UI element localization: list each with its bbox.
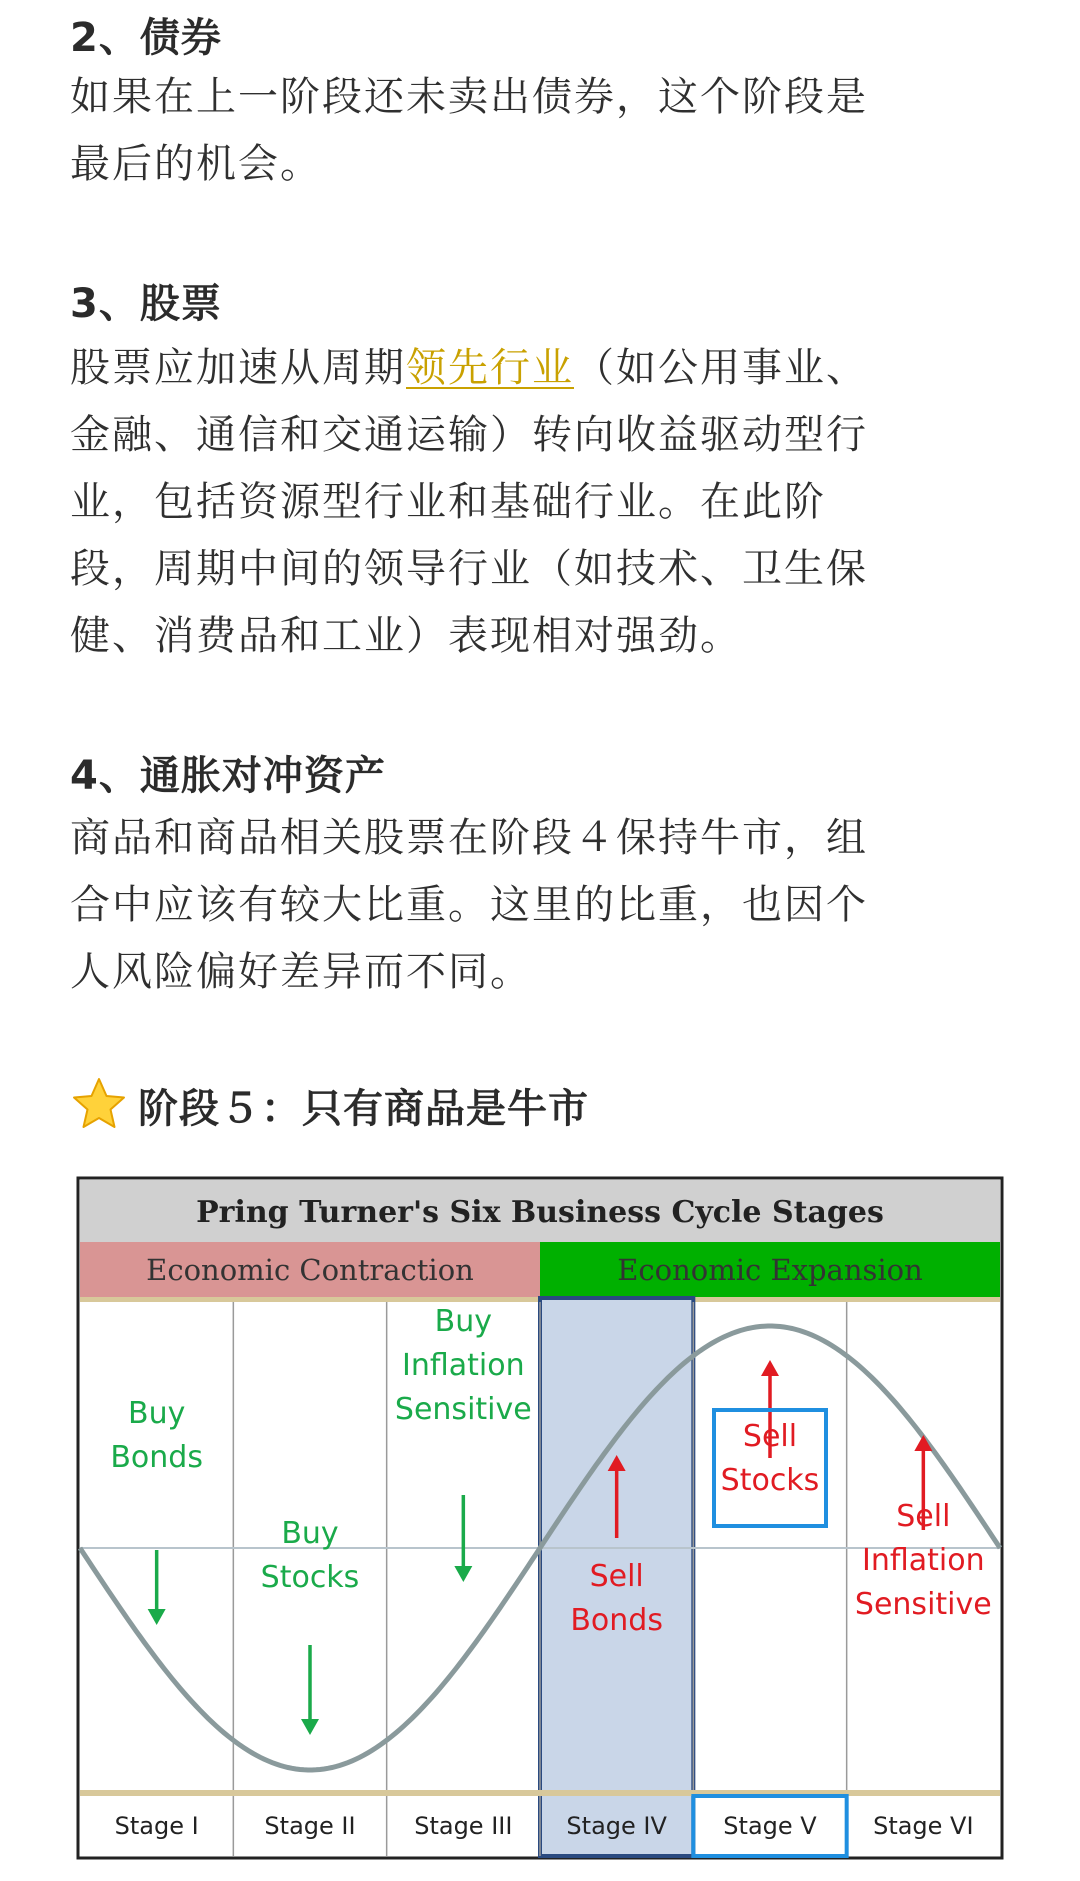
stage-label: Stage VI <box>873 1812 974 1840</box>
stage-action-label: Bonds <box>110 1440 203 1475</box>
chart-title: Pring Turner's Six Business Cycle Stages <box>196 1195 884 1230</box>
phase-expansion-label: Economic Expansion <box>617 1253 923 1287</box>
paragraph-line: 金融、通信和交通运输）转向收益驱动型行 <box>70 412 868 458</box>
paragraph-line <box>70 335 1010 402</box>
text-run: （如公用事业、 <box>574 345 868 391</box>
stage-action-label: Sell <box>742 1419 798 1454</box>
stage-action-label: Stocks <box>720 1463 820 1498</box>
stage-action-label: Stocks <box>260 1560 360 1595</box>
business-cycle-figure <box>70 1170 1010 1860</box>
stage-action-label: Bonds <box>570 1603 663 1638</box>
section-3-heading: 3、股票 <box>70 281 222 327</box>
stage-5-heading <box>70 1076 1010 1134</box>
stage-label: Stage IV <box>566 1812 667 1840</box>
leading-industry-link[interactable]: 领先行业 <box>406 345 574 391</box>
phase-contraction-label: Economic Contraction <box>146 1253 474 1287</box>
section-3-paragraph <box>70 335 1010 670</box>
paragraph-line: 人风险偏好差异而不同。 <box>70 949 532 995</box>
stage-action-label: Sell <box>896 1499 951 1534</box>
paragraph-line: 最后的机会。 <box>70 141 322 187</box>
stage-action-label: Buy <box>281 1516 339 1551</box>
section-4-heading: 4、通胀对冲资产 <box>70 753 386 799</box>
section-2-heading: 2、债券 <box>70 15 222 61</box>
stage-action-label: Buy <box>434 1304 493 1339</box>
stage-5-heading-text: 阶段５：只有商品是牛市 <box>138 1086 589 1132</box>
text-run: 股票应加速从周期 <box>70 345 406 391</box>
stage-label: Stage III <box>414 1812 513 1840</box>
star-icon <box>70 1076 128 1134</box>
stage-action-label: Sell <box>589 1559 644 1594</box>
section-2-paragraph <box>70 64 1010 198</box>
stage-label-divider <box>80 1790 1000 1796</box>
paragraph-line: 健、消费品和工业）表现相对强劲。 <box>70 613 742 659</box>
stage-action-label: Buy <box>127 1396 186 1431</box>
paragraph-line: 商品和商品相关股票在阶段４保持牛市，组 <box>70 815 868 861</box>
stage-action-label: Inflation <box>402 1348 525 1383</box>
stage-label: Stage II <box>264 1812 356 1840</box>
section-4-paragraph <box>70 805 1010 1006</box>
stage-label: Stage V <box>723 1812 817 1840</box>
paragraph-line: 段，周期中间的领导行业（如技术、卫生保 <box>70 546 868 592</box>
paragraph-line: 合中应该有较大比重。这里的比重，也因个 <box>70 882 868 928</box>
paragraph-line: 业，包括资源型行业和基础行业。在此阶 <box>70 479 826 525</box>
stage-action-label: Sensitive <box>854 1587 992 1622</box>
stage-action-label: Inflation <box>862 1543 985 1578</box>
stage-label: Stage I <box>114 1812 199 1840</box>
stage-action-label: Sensitive <box>394 1392 532 1427</box>
paragraph-line: 如果在上一阶段还未卖出债券，这个阶段是 <box>70 74 868 120</box>
